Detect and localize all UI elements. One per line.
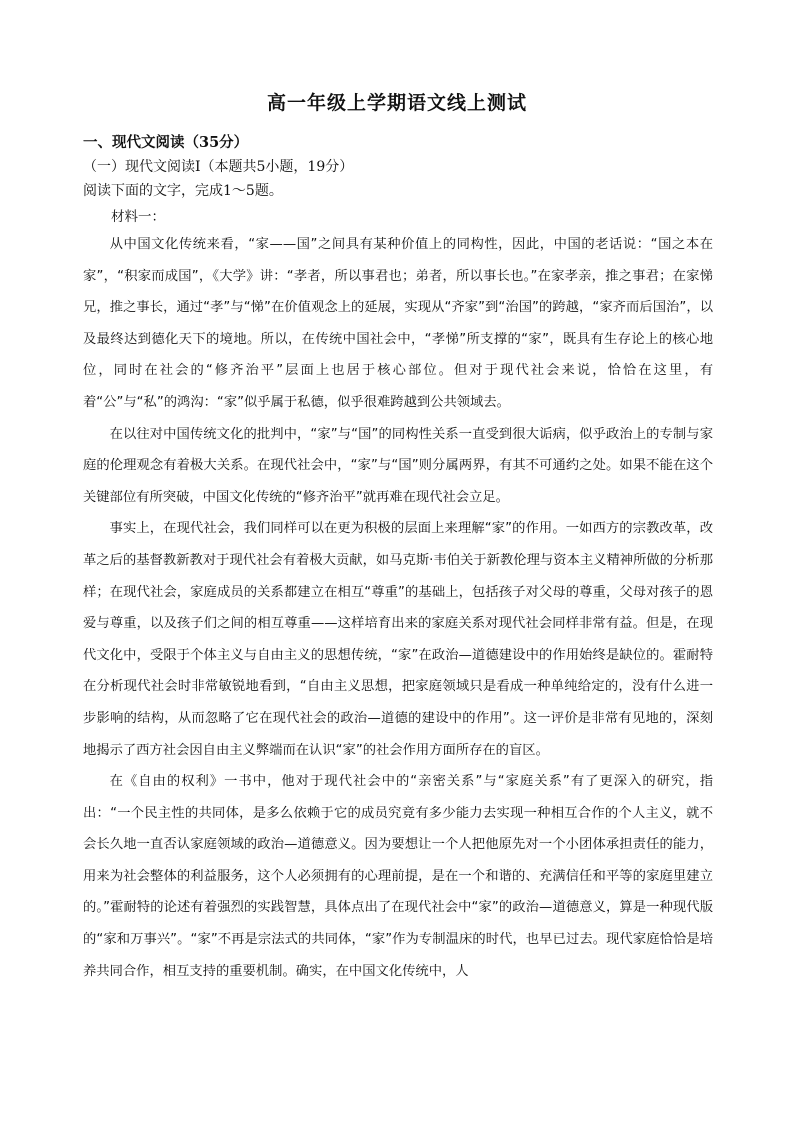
subsection-heading: （一）现代文阅读Ⅰ（本题共5小题，19分） (83, 159, 354, 175)
page-title: 高一年级上学期语文线上测试 (266, 92, 527, 114)
paragraph: 在以往对中国传统文化的批判中，“家”与“国”的同构性关系一直受到很大诟病，似乎政治上的专制与家庭的伦理观念有着极大关系。在现代社会中，“家”与“国”则分属两界，有其不可通约之处。如果不能在这个关键部位有所突破，中国文化传统的“修齐治平”就再难在现代社会立足。 (83, 426, 713, 505)
reading-passage (83, 229, 713, 987)
paragraph: 从中国文化传统来看，“家——国”之间具有某种价值上的同构性，因此，中国的老话说：“国之本在家”，“积家而成国”，《大学》讲：“孝者，所以事君也；弟者，所以事长也。”在家孝亲，推之事君；在家悌兄，推之事长，通过“孝”与“悌”在价值观念上的延展，实现从“齐家”到“治国”的跨越，“家齐而后国治”，以及最终达到德化天下的境地。所以，在传统中国社会中，“孝悌”所支撑的“家”，既具有生存论上的核心地位，同时在社会的“修齐治平”层面上也居于核心部位。但对于现代社会来说，恰恰在这里，有着“公”与“私”的鸿沟：“家”似乎属于私德，似乎很难跨越到公共领域去。 (83, 237, 713, 410)
paragraph: 在《自由的权利》一书中，他对于现代社会中的“亲密关系”与“家庭关系”有了更深入的研究，指出：“一个民主性的共同体，是多么依赖于它的成员究竟有多少能力去实现一种相互合作的个人主义，就不会长久地一直否认家庭领域的政治—道德意义。因为要想让一个人把他原先对一个小团体承担责任的能力，用来为社会整体的利益服务，这个人必须拥有的心理前提，是在一个和谐的、充满信任和平等的家庭里建立的。”霍耐特的论述有着强烈的实践智慧，具体点出了在现代社会中“家”的政治—道德意义，算是一种现代版的“家和万事兴”。“家”不再是宗法式的共同体，“家”作为专制温床的时代，也早已过去。现代家庭恰恰是培养共同合作，相互支持的重要机制。确实，在中国文化传统中，人 (83, 774, 713, 979)
material-label: 材料一： (111, 209, 165, 225)
instruction-text: 阅读下面的文字，完成1～5题。 (83, 183, 283, 199)
paragraph: 事实上，在现代社会，我们同样可以在更为积极的层面上来理解“家”的作用。一如西方的宗教改革，改革之后的基督教新教对于现代社会有着极大贡献，如马克斯·韦伯关于新教伦理与资本主义精神所做的分析那样；在现代社会，家庭成员的关系都建立在相互“尊重”的基础上，包括孩子对父母的尊重，父母对孩子的恩爱与尊重，以及孩子们之间的相互尊重——这样培育出来的家庭关系对现代社会同样非常有益。但是，在现代文化中，受限于个体主义与自由主义的思想传统，“家”在政治—道德建设中的作用始终是缺位的。霍耐特在分析现代社会时非常敏锐地看到，“自由主义思想，把家庭领域只是看成一种单纯给定的，没有什么进一步影响的结构，从而忽略了它在现代社会的政治—道德的建设中的作用”。这一评价是非常有见地的，深刻地揭示了西方社会因自由主义弊端而在认识“家”的社会作用方面所存在的盲区。 (83, 521, 713, 758)
section-heading: 一、现代文阅读（35分） (83, 134, 249, 151)
